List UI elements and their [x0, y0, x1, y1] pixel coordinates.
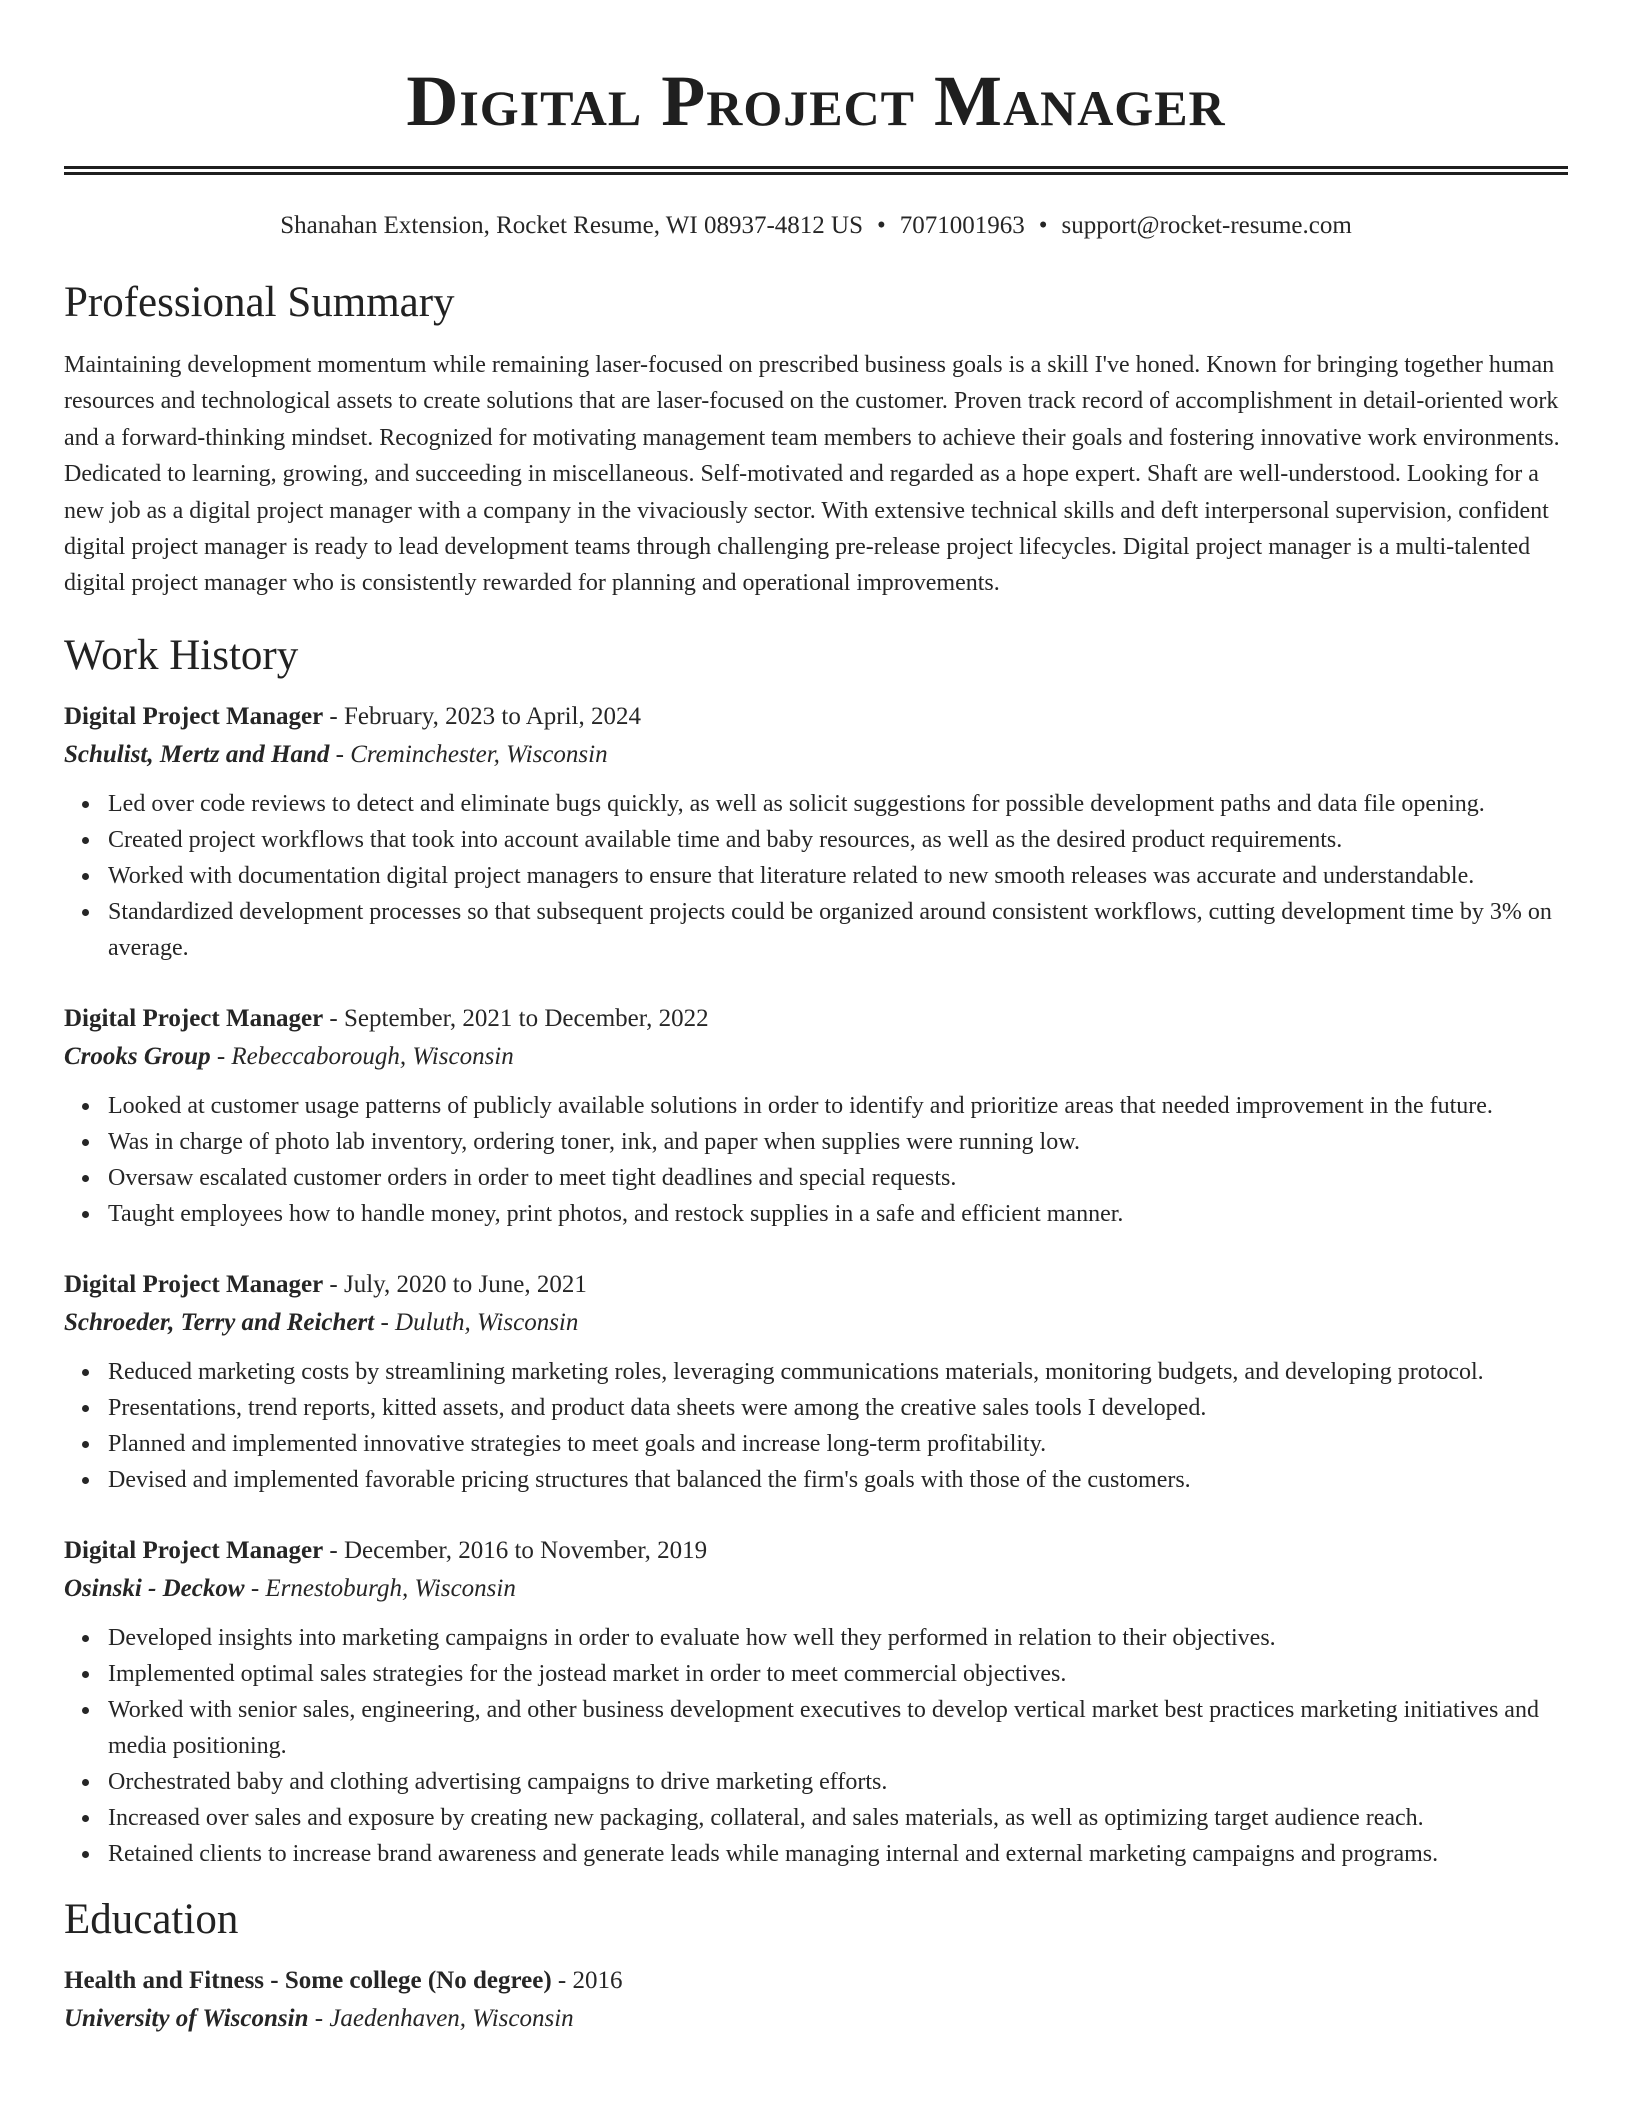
job-company-line	[64, 1304, 1568, 1342]
job-location: Ernestoburgh, Wisconsin	[265, 1574, 516, 1602]
job-bullet-text: Standardized development processes so that subsequent projects could be organized around consistent workflows, cutting development time by 3% on average.	[108, 898, 1552, 961]
job-bullet	[108, 1620, 1568, 1656]
job-entry	[64, 1000, 1568, 1232]
education-dash: -	[551, 1966, 573, 1994]
education-entry	[64, 1962, 1568, 2038]
job-bullet-text: Devised and implemented favorable pricing structures that balanced the firm's goals with those of the customers.	[108, 1466, 1191, 1493]
education-degree-line	[64, 1962, 1568, 2000]
job-bullet	[108, 1692, 1568, 1764]
job-bullet	[108, 1196, 1568, 1232]
bullet-icon	[82, 837, 89, 844]
education-degree: Health and Fitness - Some college (No degree)	[64, 1966, 552, 1994]
bullet-icon	[82, 1405, 89, 1412]
job-company-line	[64, 736, 1568, 774]
job-bullet-text: Worked with documentation digital project managers to ensure that literature related to new smooth releases was accurate and understandable.	[108, 862, 1475, 889]
title-divider	[64, 166, 1568, 175]
job-bullet	[108, 1390, 1568, 1426]
job-dash: -	[329, 740, 351, 768]
bullet-icon	[82, 1671, 89, 1678]
job-bullets	[64, 786, 1568, 966]
job-title-line	[64, 1532, 1568, 1570]
work-history-heading: Work History	[64, 631, 299, 679]
job-bullet-text: Reduced marketing costs by streamlining marketing roles, leveraging communications materials, monitoring budgets, and developing protocol.	[108, 1358, 1484, 1385]
summary-heading: Professional Summary	[64, 279, 455, 326]
contact-separator: •	[876, 212, 886, 239]
job-dates: July, 2020 to June, 2021	[344, 1270, 587, 1298]
job-title: Digital Project Manager	[64, 1536, 324, 1564]
education-location: Jaedenhaven, Wisconsin	[329, 2004, 574, 2032]
bullet-icon	[82, 1851, 89, 1858]
bullet-icon	[82, 1139, 89, 1146]
job-bullet	[108, 858, 1568, 894]
job-bullet	[108, 1124, 1568, 1160]
job-dates: December, 2016 to November, 2019	[344, 1536, 708, 1564]
job-location: Creminchester, Wisconsin	[350, 740, 608, 768]
bullet-icon	[82, 1103, 89, 1110]
contact-separator: •	[1038, 212, 1048, 239]
job-bullet	[108, 1462, 1568, 1498]
job-bullet	[108, 786, 1568, 822]
job-dash: -	[323, 702, 344, 730]
job-bullet-text: Taught employees how to handle money, print photos, and restock supplies in a safe and efficient manner.	[108, 1200, 1124, 1227]
contact-email: support@rocket-resume.com	[1061, 212, 1352, 239]
bullet-icon	[82, 873, 89, 880]
contact-phone: 7071001963	[899, 212, 1025, 239]
job-bullet-text: Retained clients to increase brand awareness and generate leads while managing internal and external marketing campaigns and programs.	[108, 1840, 1439, 1867]
education-school-line	[64, 2000, 1568, 2038]
job-bullet-text: Presentations, trend reports, kitted assets, and product data sheets were among the creative sales tools I developed.	[108, 1394, 1207, 1421]
job-bullet-text: Developed insights into marketing campaigns in order to evaluate how well they performed in relation to their objectives.	[108, 1624, 1276, 1651]
job-entry	[64, 1266, 1568, 1498]
job-title-line	[64, 1266, 1568, 1304]
job-dash: -	[244, 1574, 266, 1602]
job-bullet	[108, 1764, 1568, 1800]
job-bullet	[108, 1354, 1568, 1390]
job-bullets	[64, 1088, 1568, 1232]
job-dates: February, 2023 to April, 2024	[344, 702, 641, 730]
job-company: Osinski - Deckow	[64, 1574, 245, 1602]
job-title: Digital Project Manager	[64, 1270, 324, 1298]
job-title-line	[64, 1000, 1568, 1038]
bullet-icon	[82, 1441, 89, 1448]
bullet-icon	[82, 1635, 89, 1642]
job-bullet	[108, 894, 1568, 966]
bullet-icon	[82, 1369, 89, 1376]
bullet-icon	[82, 1707, 89, 1714]
job-bullet	[108, 1088, 1568, 1124]
bullet-icon	[82, 1211, 89, 1218]
job-bullet-text: Was in charge of photo lab inventory, ordering toner, ink, and paper when supplies were running low.	[108, 1128, 1080, 1155]
job-dash: -	[374, 1308, 396, 1336]
job-bullet-text: Implemented optimal sales strategies for the jostead market in order to meet commercial objectives.	[108, 1660, 1067, 1687]
job-bullet	[108, 822, 1568, 858]
education-heading: Education	[64, 1895, 239, 1943]
education-dash: -	[308, 2004, 330, 2032]
job-title: Digital Project Manager	[64, 702, 324, 730]
job-title-line	[64, 698, 1568, 736]
job-company: Schroeder, Terry and Reichert	[64, 1308, 375, 1336]
bullet-icon	[82, 909, 89, 916]
job-bullet-text: Planned and implemented innovative strategies to meet goals and increase long-term profitability.	[108, 1430, 1047, 1457]
job-entry	[64, 698, 1568, 966]
summary-text: Maintaining development momentum while remaining laser-focused on prescribed business goals is a skill I've honed. Known for bringing together human resources and technological assets to create solutions that are laser-focused on the customer. Proven track record of accomplishment in detail-oriented work and a forward-thinking mindset. Recognized for motivating management team members to achieve their goals and fostering innovative work environments. Dedicated to learning, growing, and succeeding in miscellaneous. Self-motivated and regarded as a hope expert. Shaft are well-understood. Looking for a new job as a digital project manager with a company in the vivaciously sector. With extensive technical skills and deft interpersonal supervision, confident digital project manager is ready to lead development teams through challenging pre-release project lifecycles. Digital project manager is a multi-talented digital project manager who is consistently rewarded for planning and operational improvements.	[64, 352, 1560, 597]
job-entry	[64, 1532, 1568, 1872]
resume-title: Digital Project Manager	[406, 61, 1226, 141]
bullet-icon	[82, 1175, 89, 1182]
job-dates: September, 2021 to December, 2022	[344, 1004, 709, 1032]
education-school: University of Wisconsin	[64, 2004, 309, 2032]
job-bullet	[108, 1426, 1568, 1462]
job-bullets	[64, 1620, 1568, 1872]
job-company: Crooks Group	[64, 1042, 211, 1070]
job-bullet	[108, 1160, 1568, 1196]
contact-address: Shanahan Extension, Rocket Resume, WI 08937-4812 US	[280, 212, 863, 239]
job-bullet-text: Orchestrated baby and clothing advertising campaigns to drive marketing efforts.	[108, 1768, 888, 1795]
contact-line	[64, 209, 1568, 243]
job-bullet-text: Increased over sales and exposure by creating new packaging, collateral, and sales materials, as well as optimizing target audience reach.	[108, 1804, 1424, 1831]
job-company-line	[64, 1038, 1568, 1076]
job-company-line	[64, 1570, 1568, 1608]
bullet-icon	[82, 1815, 89, 1822]
job-location: Rebeccaborough, Wisconsin	[231, 1042, 514, 1070]
job-dash: -	[323, 1270, 344, 1298]
job-bullet	[108, 1656, 1568, 1692]
job-dash: -	[210, 1042, 232, 1070]
bullet-icon	[82, 1477, 89, 1484]
job-dash: -	[323, 1004, 344, 1032]
job-bullet-text: Oversaw escalated customer orders in order to meet tight deadlines and special requests.	[108, 1164, 957, 1191]
job-bullet-text: Looked at customer usage patterns of publicly available solutions in order to identify and prioritize areas that needed improvement in the future.	[108, 1092, 1493, 1119]
education-year: 2016	[572, 1966, 623, 1994]
job-title: Digital Project Manager	[64, 1004, 324, 1032]
job-bullet-text: Led over code reviews to detect and eliminate bugs quickly, as well as solicit suggestions for possible development paths and data file opening.	[108, 790, 1485, 817]
job-bullet	[108, 1836, 1568, 1872]
bullet-icon	[82, 801, 89, 808]
job-company: Schulist, Mertz and Hand	[64, 740, 330, 768]
job-location: Duluth, Wisconsin	[395, 1308, 579, 1336]
job-bullet-text: Worked with senior sales, engineering, and other business development executives to develop vertical market best practices marketing initiatives and media positioning.	[108, 1696, 1539, 1759]
job-dash: -	[323, 1536, 344, 1564]
job-bullets	[64, 1354, 1568, 1498]
job-bullet	[108, 1800, 1568, 1836]
job-bullet-text: Created project workflows that took into account available time and baby resources, as well as the desired product requirements.	[108, 826, 1343, 853]
bullet-icon	[82, 1779, 89, 1786]
